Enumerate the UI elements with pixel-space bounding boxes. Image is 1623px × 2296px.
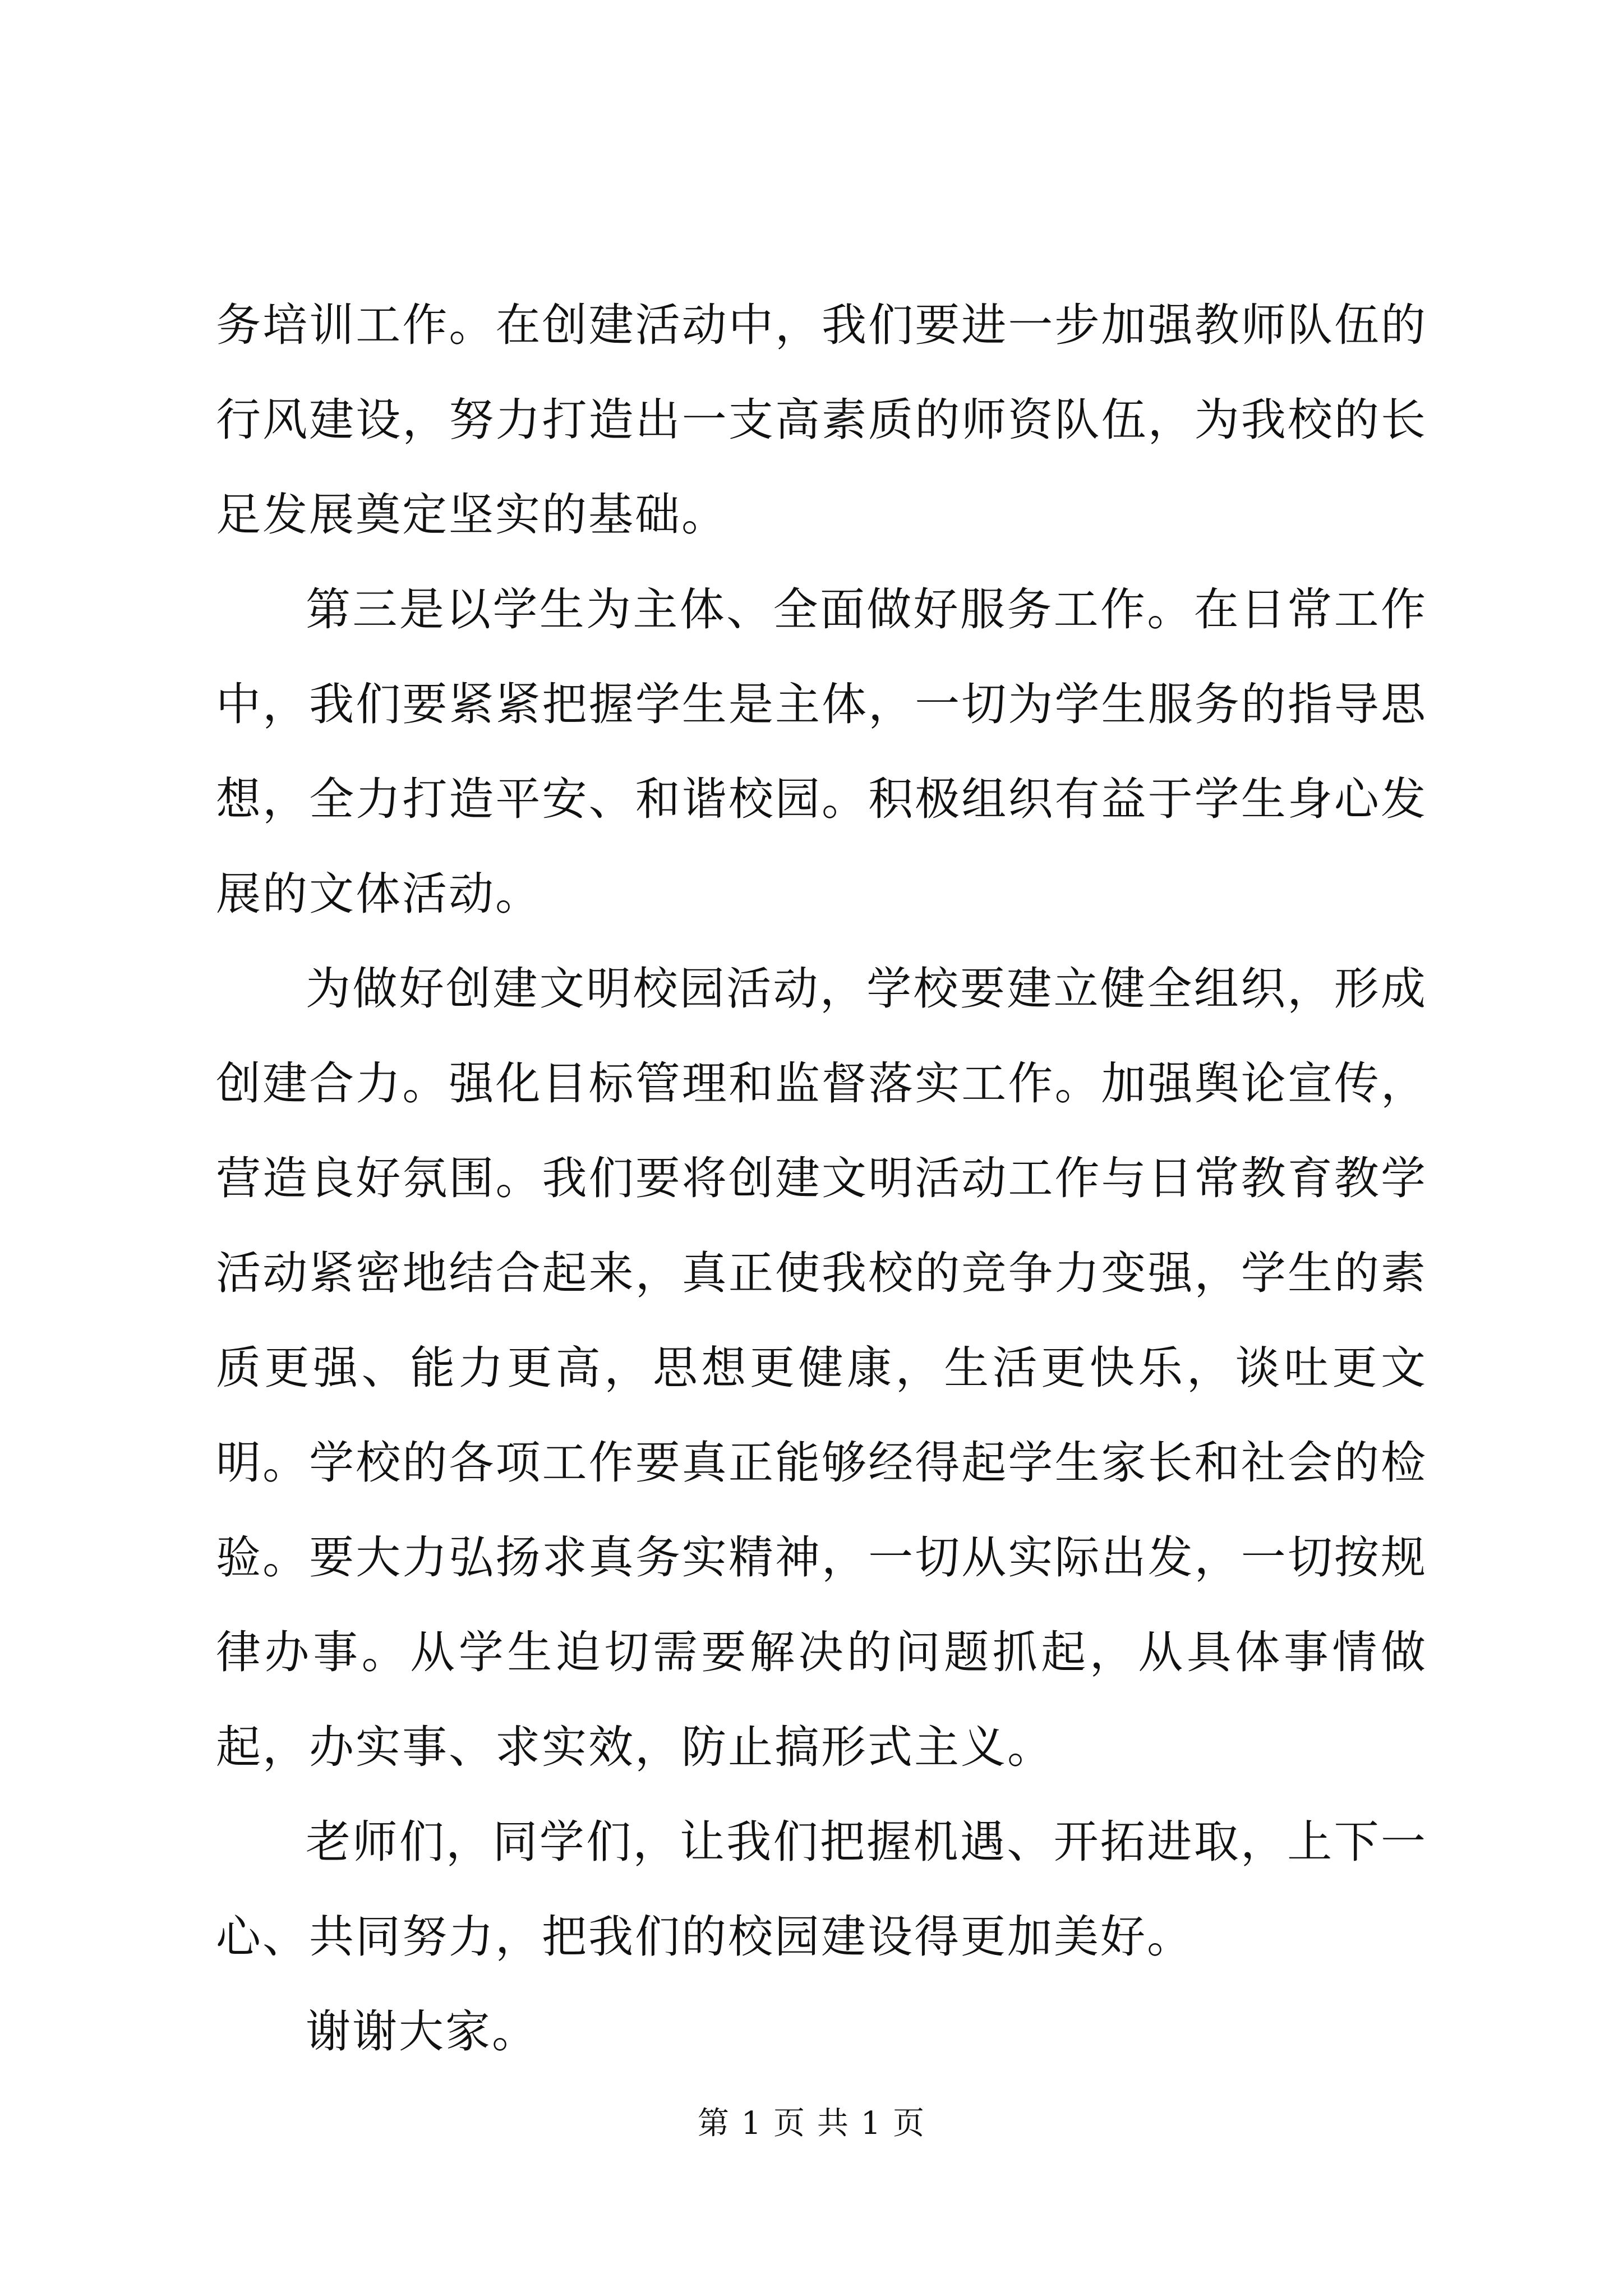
page-number-label: 第 1 页 共 1 页 (697, 2105, 926, 2142)
page-footer (0, 2101, 1623, 2146)
document-body (216, 278, 1427, 2079)
paragraph-2: 第三是以学生为主体、全面做好服务工作。在日常工作中，我们要紧紧把握学生是主体，一切为学生服务的指导思想，全力打造平安、和谐校园。积极组织有益于学生身心发展的文体活动。 (216, 583, 1427, 920)
paragraph-1: 务培训工作。在创建活动中，我们要进一步加强教师队伍的行风建设，努力打造出一支高素质的师资队伍，为我校的长足发展奠定坚实的基础。 (216, 299, 1427, 541)
paragraph-4: 老师们，同学们，让我们把握机遇、开拓进取，上下一心、共同努力，把我们的校园建设得更加美好。 (216, 1816, 1427, 1963)
paragraph-5: 谢谢大家。 (306, 2005, 538, 2058)
paragraph-3: 为做好创建文明校园活动，学校要建立健全组织，形成创建合力。强化目标管理和监督落实工作。加强舆论宣传，营造良好氛围。我们要将创建文明活动工作与日常教育教学活动紧密地结合起来，真正使我校的竞争力变强，学生的素质更强、能力更高，思想更健康，生活更快乐，谈吐更文明。学校的各项工作要真正能够经得起学生家长和社会的检验。要大力弘扬求真务实精神，一切从实际出发，一切按规律办事。从学生迫切需要解决的问题抓起，从具体事情做起，办实事、求实效，防止搞形式主义。 (216, 963, 1427, 1773)
